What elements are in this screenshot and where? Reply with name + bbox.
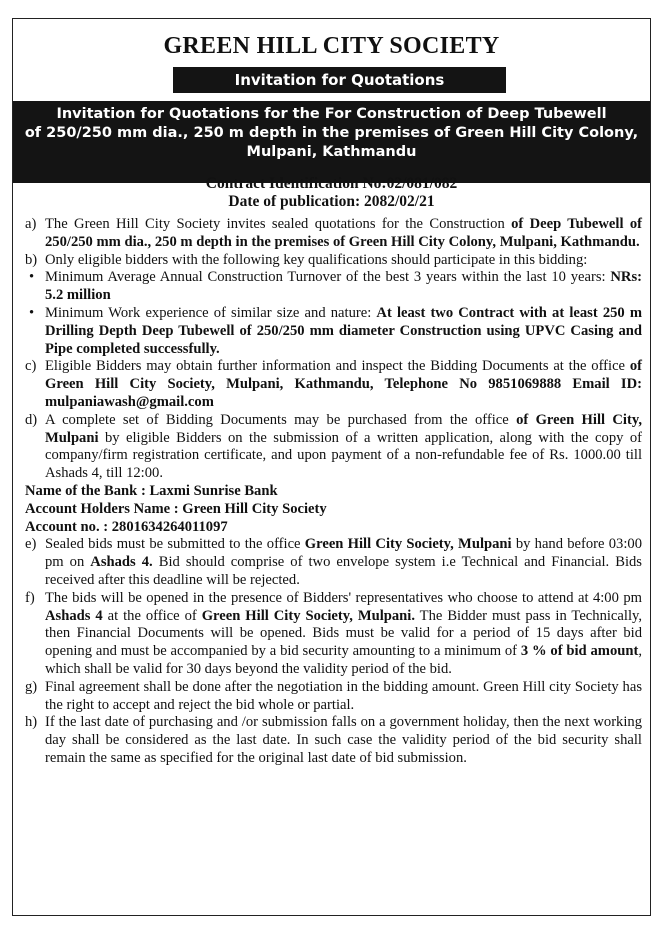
clause-marker: a)	[25, 216, 37, 232]
society-title: GREEN HILL CITY SOCIETY	[163, 33, 500, 59]
clause-text: The bids will be opened in the presence of Bidders' representatives who choose to attend at 4:00 pm	[45, 589, 642, 606]
clause-marker: c)	[25, 358, 37, 375]
clause-text: The Green Hill City Society invites sealed quotations for the Construction	[45, 216, 512, 232]
clause-text: Eligible Bidders may obtain further information and inspect the Bidding Documents at the office	[45, 358, 630, 375]
clause-bold: Green Hill City Society, Mulpani.	[201, 607, 415, 624]
notice-body	[25, 216, 642, 768]
clause-d	[25, 412, 642, 483]
clause-bold: of Deep Tubewell of 250/250 mm dia., 250 m depth in the premises of Green Hill City Colony, Mulpani, Kathmandu.	[45, 216, 642, 250]
subheading-line-2: of 250/250 mm dia., 250 m depth in the premises of Green Hill City Colony,	[24, 125, 639, 141]
clause-a	[25, 216, 642, 252]
bullet-text: Minimum Average Annual Construction Turnover of the best 3 years within the last 10 years:	[45, 269, 611, 286]
bullet-marker: •	[29, 269, 35, 286]
clause-marker: f)	[25, 589, 35, 606]
clause-marker: h)	[25, 714, 38, 731]
clause-text: at the office of	[102, 607, 202, 624]
clause-text: , which shall be valid for 30 days beyond the validity period of the bid.	[45, 643, 642, 677]
clause-g	[25, 679, 642, 715]
clause-text: The Bidder must pass in Technically, then Financial Documents will be opened. Bids must be valid for a period of 15 days after bid opening and must be accompanied by a bid security amounting to a minimum of	[45, 607, 642, 660]
clause-e	[25, 536, 642, 589]
clause-b	[25, 252, 642, 270]
bullet-text: Minimum Work experience of similar size and nature:	[45, 304, 377, 321]
clause-text: A complete set of Bidding Documents may be purchased from the office	[45, 411, 517, 428]
clause-text: by eligible Bidders on the submission of a written application, along with the copy of company/firm registration certificate, and upon payment of a non-refundable fee of Rs. 1000.00 till Ashads 4, till 12:00.	[45, 429, 642, 482]
subheading-line-1: Invitation for Quotations for the For Construction of Deep Tubewell	[56, 106, 607, 122]
notice-frame	[12, 18, 651, 916]
clause-marker: b)	[25, 251, 38, 268]
clause-bold: of Green Hill City Society, Mulpani, Kathmandu, Telephone No 9851069888 Email ID: mulpaniawash@gmail.com	[45, 358, 642, 410]
project-subheading	[13, 101, 650, 183]
account-number: Account no. : 2801634264011097	[25, 518, 228, 535]
clause-text: by hand before 03:00 pm on	[45, 536, 642, 571]
contract-info	[13, 175, 650, 211]
account-holder: Account Holders Name : Green Hill City Society	[25, 500, 327, 517]
clause-bold: of Green Hill City, Mulpani	[45, 411, 642, 446]
invitation-banner: Invitation for Quotations	[173, 67, 506, 93]
clause-text: Final agreement shall be done after the negotiation in the bidding amount. Green Hill city Society has the right to accept and reject the bid whole or partial.	[45, 678, 642, 713]
clause-bold: Ashads 4	[45, 607, 103, 624]
clause-text: If the last date of purchasing and /or submission falls on a government holiday, then the next working day shall be considered as the last date. In such case the validity period of the bid security shall remain the same as specified for the original last date of bid submission.	[45, 714, 642, 766]
subheading-line-3: Mulpani, Kathmandu	[246, 144, 417, 160]
contract-id: Contract Identification No:02/081/082	[205, 175, 458, 192]
clause-text: Bid should comprise of two envelope system i.e Technical and Financial. Bids received after this deadline will be rejected.	[45, 554, 642, 588]
clause-marker: d)	[25, 411, 38, 428]
clause-h	[25, 714, 642, 767]
clause-bold: Green Hill City Society, Mulpani	[304, 536, 512, 553]
bullet-bold: NRs: 5.2 million	[45, 269, 642, 304]
clause-bold: 3 % of bid amount	[520, 643, 639, 660]
clause-text: Only eligible bidders with the following key qualifications should participate in this bidding:	[45, 251, 588, 268]
clause-marker: g)	[25, 678, 38, 695]
publication-date: Date of publication: 2082/02/21	[228, 193, 435, 210]
clause-marker: e)	[25, 536, 37, 553]
clause-bold: Ashads 4.	[90, 554, 153, 571]
qualification-bullet-1	[25, 269, 642, 305]
bullet-marker: •	[29, 304, 35, 321]
bank-name: Name of the Bank : Laxmi Sunrise Bank	[25, 482, 278, 499]
bullet-bold: At least two Contract with at least 250 m Drilling Depth Deep Tubewell of 250/250 mm diameter Construction using UPVC Casing and Pipe completed successfully.	[45, 304, 642, 357]
clause-c	[25, 358, 642, 411]
clause-f	[25, 590, 642, 679]
clause-text: Sealed bids must be submitted to the office	[45, 536, 305, 553]
qualification-bullet-2	[25, 305, 642, 358]
